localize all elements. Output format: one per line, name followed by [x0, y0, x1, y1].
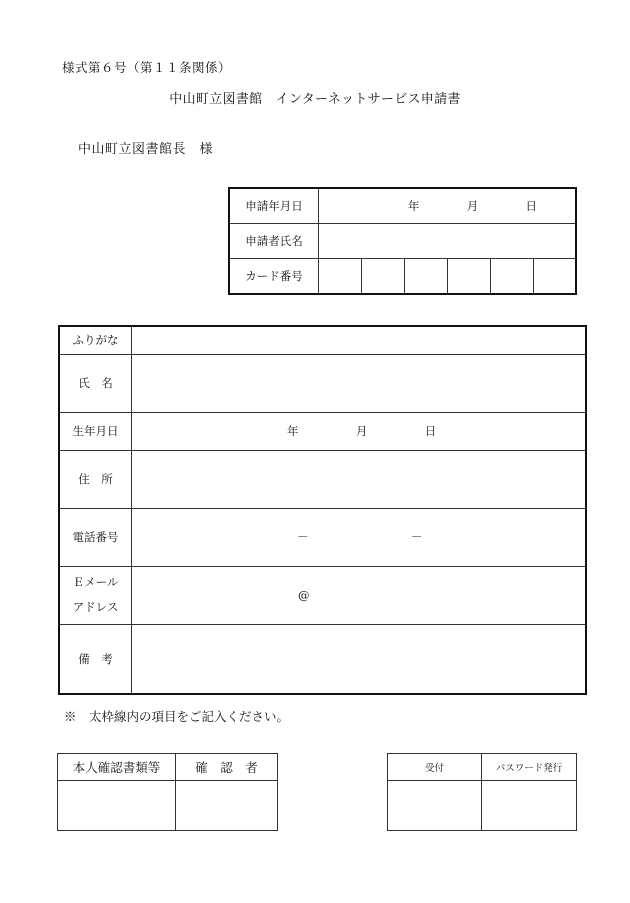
id-documents-label: 本人確認書類等 — [58, 754, 176, 781]
applicant-box — [228, 187, 577, 295]
email-label-line2: アドレス — [72, 600, 119, 614]
phone-dash: － — [410, 530, 423, 544]
remarks-field[interactable] — [132, 624, 587, 694]
birth-year-label: 年 — [287, 424, 299, 438]
applicant-label: 申請者氏名 — [229, 224, 319, 259]
address-label: 住 所 — [59, 450, 132, 508]
address-field[interactable] — [132, 450, 587, 508]
card-digit-field[interactable] — [491, 259, 534, 295]
card-digit-field[interactable] — [362, 259, 405, 295]
form-number: 様式第６号（第１１条関係） — [62, 60, 232, 75]
card-digit-field[interactable] — [534, 259, 577, 295]
furigana-field[interactable] — [132, 326, 587, 354]
card-digit-field[interactable] — [319, 259, 362, 295]
day-label: 日 — [525, 199, 537, 213]
email-label — [59, 566, 132, 624]
email-label-line1: Ｅメール — [72, 574, 119, 589]
id-documents-field[interactable] — [58, 781, 176, 831]
remarks-label: 備 考 — [59, 624, 132, 694]
name-field[interactable] — [132, 354, 587, 412]
card-digit-field[interactable] — [405, 259, 448, 295]
instruction-note: ※ 太枠線内の項目をご記入ください。 — [64, 709, 290, 724]
received-field[interactable] — [388, 781, 482, 831]
office-use-table — [387, 753, 577, 831]
phone-field[interactable] — [132, 508, 587, 566]
birth-day-label: 日 — [424, 424, 437, 438]
applicant-name-field[interactable] — [319, 224, 577, 259]
birthdate-field[interactable] — [132, 412, 587, 450]
birthdate-label: 生年月日 — [59, 412, 132, 450]
password-issue-field[interactable] — [482, 781, 577, 831]
phone-dash: － — [297, 530, 309, 544]
document-title: 中山町立図書館 インターネットサービス申請書 — [169, 92, 461, 107]
received-label: 受付 — [388, 754, 482, 781]
date-label: 申請年月日 — [229, 188, 319, 224]
phone-label: 電話番号 — [59, 508, 132, 566]
application-date-field[interactable] — [319, 188, 577, 224]
password-issue-label: パスワード発行 — [482, 754, 577, 781]
main-form-box — [58, 325, 587, 695]
confirmer-field[interactable] — [176, 781, 278, 831]
birth-month-label: 月 — [355, 424, 368, 438]
month-label: 月 — [466, 199, 479, 213]
addressee: 中山町立図書館長 様 — [78, 142, 214, 157]
at-sign: @ — [298, 588, 310, 602]
card-digit-field[interactable] — [448, 259, 491, 295]
furigana-label: ふりがな — [59, 326, 132, 354]
year-label: 年 — [407, 199, 420, 213]
confirmation-table — [57, 753, 278, 831]
card-label: カード番号 — [229, 259, 319, 295]
confirmer-label: 確 認 者 — [176, 754, 278, 781]
name-label: 氏 名 — [59, 354, 132, 412]
email-field[interactable] — [132, 566, 587, 624]
